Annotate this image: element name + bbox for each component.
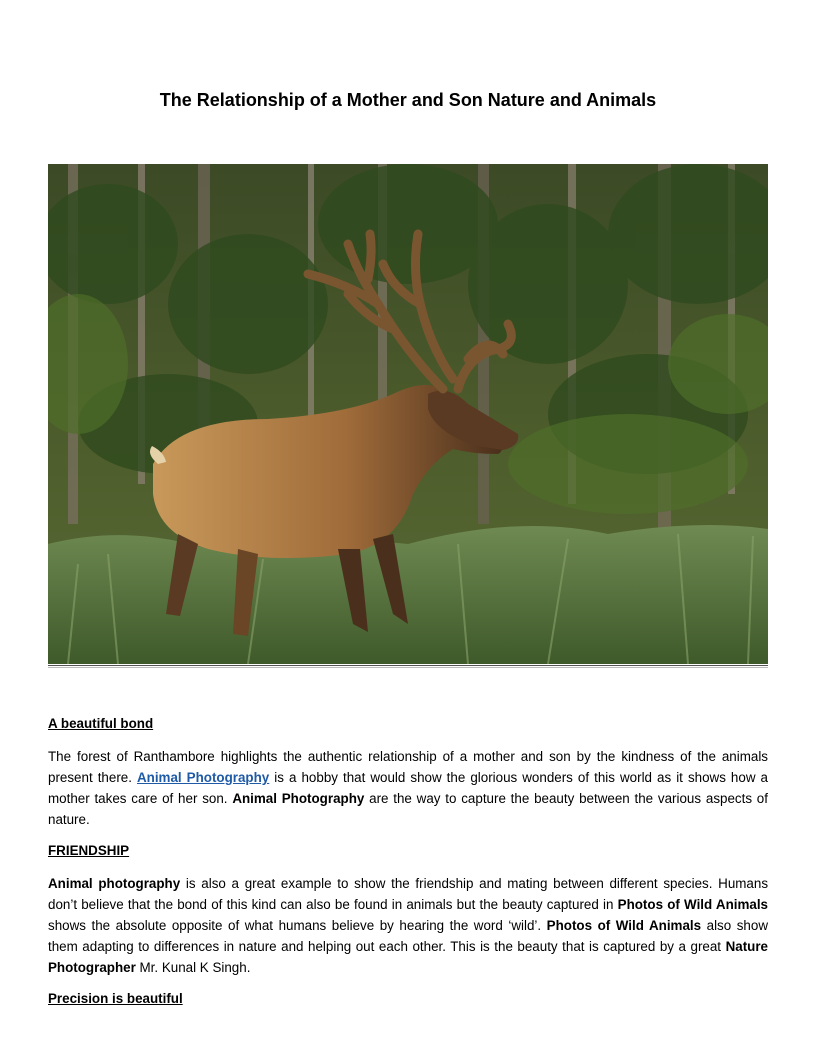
text-run: is a hobby that would show the glorious wonders of this world as it shows how a mother takes care of her son. (48, 770, 768, 806)
animal-photography-link[interactable]: Animal Photography (136, 770, 270, 785)
text-run: The forest of Ranthambore highlights the authentic relationship of a mother and son by the kindness of the animals present there. (48, 749, 768, 785)
page-title: The Relationship of a Mother and Son Nature and Animals (159, 90, 657, 110)
horizontal-rule (48, 665, 768, 668)
section-heading-friendship: FRIENDSHIP (48, 843, 130, 858)
text-run: also show them adapting to differences in nature and helping out each other. This is the beauty that is captured by a great (48, 918, 768, 954)
elk-photo (48, 164, 768, 664)
text-run: shows the absolute opposite of what humans believe by hearing the word ‘wild’. (48, 918, 547, 933)
text-run: Mr. Kunal K Singh. (135, 960, 251, 975)
bold-text: Animal photography (48, 876, 181, 891)
article-body (48, 713, 768, 1021)
paragraph-beautiful-bond (48, 746, 768, 830)
bold-text: Photos of Wild Animals (617, 897, 768, 912)
bold-text: Photos of Wild Animals (546, 918, 702, 933)
bold-text: Nature Photographer (48, 939, 768, 975)
paragraph-friendship (48, 873, 768, 978)
text-run: are the way to capture the beauty between the various aspects of nature. (48, 791, 768, 827)
text-run: is also a great example to show the friendship and mating between different species. Humans don’t believe that the bond of this kind can also be found in animals but the beauty captured in (48, 876, 769, 912)
section-heading-beautiful-bond: A beautiful bond (48, 716, 154, 731)
bold-text: Animal Photography (232, 791, 365, 806)
section-heading-precision: Precision is beautiful (48, 991, 183, 1006)
